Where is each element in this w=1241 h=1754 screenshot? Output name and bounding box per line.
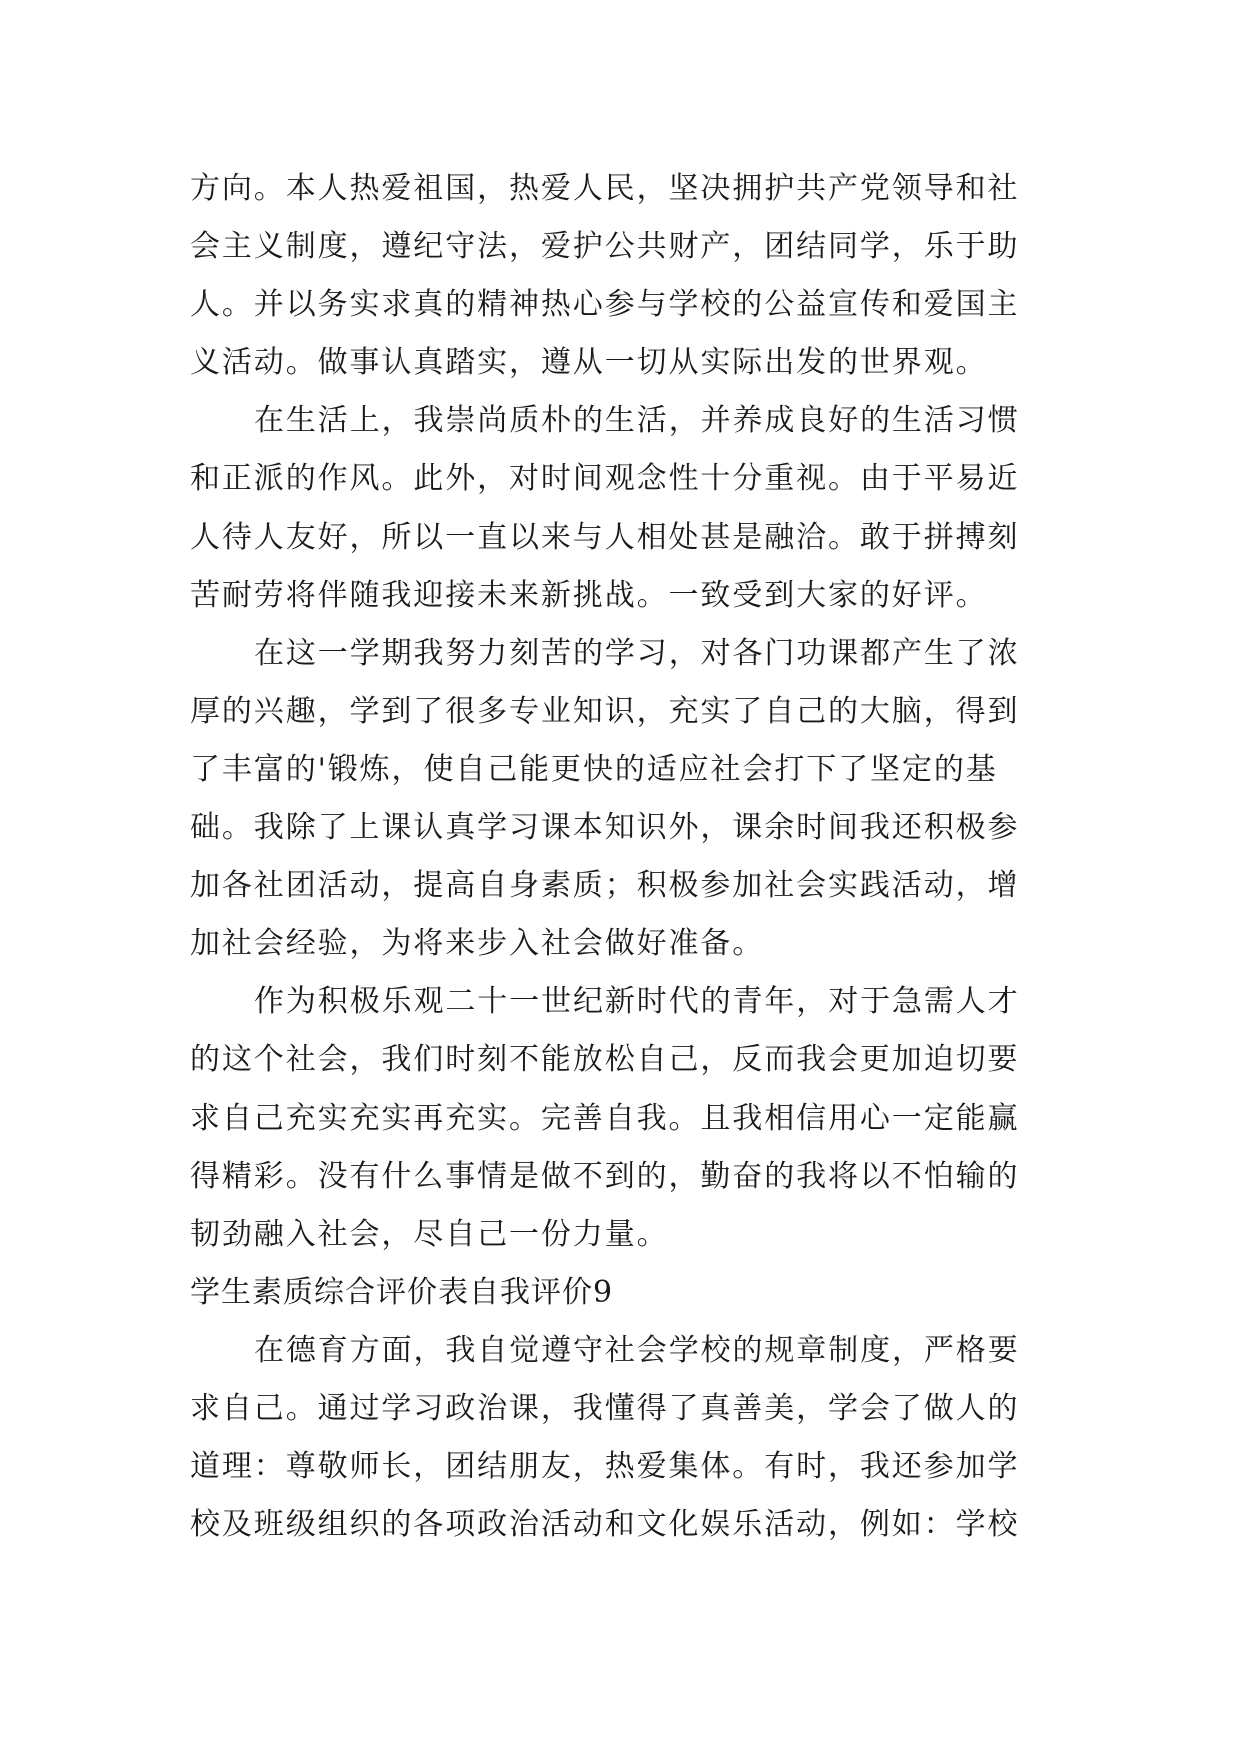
paragraph-line: 会主义制度，遵纪守法，爱护公共财产，团结同学，乐于助 <box>190 229 1020 265</box>
paragraph <box>190 392 1050 624</box>
document-body <box>190 160 1050 1554</box>
section-heading <box>190 1264 1050 1322</box>
paragraph-line: 义活动。做事认真踏实，遵从一切从实际出发的世界观。 <box>190 345 988 381</box>
paragraph-line: 人。并以务实求真的精神热心参与学校的公益宣传和爱国主 <box>190 287 1020 323</box>
paragraph-line: 厚的兴趣，学到了很多专业知识，充实了自己的大脑，得到 <box>190 693 1020 729</box>
paragraph-line: 校及班级组织的各项政治活动和文化娱乐活动，例如：学校 <box>190 1507 1020 1543</box>
paragraph-line: 在德育方面，我自觉遵守社会学校的规章制度，严格要 <box>254 1332 1020 1368</box>
paragraph-line: 人待人友好，所以一直以来与人相处甚是融洽。敢于拼搏刻 <box>190 519 1020 555</box>
paragraph-line: 在这一学期我努力刻苦的学习，对各门功课都产生了浓 <box>254 635 1020 671</box>
paragraph <box>190 1322 1050 1554</box>
paragraph-line: 方向。本人热爱祖国，热爱人民，坚决拥护共产党领导和社 <box>190 171 1020 206</box>
heading-text: 学生素质综合评价表自我评价9 <box>190 1274 614 1310</box>
paragraph-line: 得精彩。没有什么事情是做不到的，勤奋的我将以不怕输的 <box>190 1158 1020 1194</box>
paragraph-line: 求自己。通过学习政治课，我懂得了真善美，学会了做人的 <box>190 1390 1020 1426</box>
paragraph-line: 加社会经验，为将来步入社会做好准备。 <box>190 926 765 962</box>
paragraph-line: 韧劲融入社会，尽自己一份力量。 <box>190 1216 669 1252</box>
paragraph-line: 在生活上，我崇尚质朴的生活，并养成良好的生活习惯 <box>254 403 1020 439</box>
paragraph-line: 的这个社会，我们时刻不能放松自己，反而我会更加迫切要 <box>190 1042 1020 1078</box>
paragraph-line: 了丰富的'锻炼，使自己能更快的适应社会打下了坚定的基 <box>190 751 998 787</box>
paragraph-line: 作为积极乐观二十一世纪新时代的青年，对于急需人才 <box>254 984 1020 1020</box>
paragraph-line: 加各社团活动，提高自身素质；积极参加社会实践活动，增 <box>190 868 1020 904</box>
paragraph-line: 础。我除了上课认真学习课本知识外，课余时间我还积极参 <box>190 810 1020 846</box>
paragraph <box>190 973 1050 1263</box>
paragraph-line: 求自己充实充实再充实。完善自我。且我相信用心一定能赢 <box>190 1100 1020 1136</box>
paragraph-line: 道理：尊敬师长，团结朋友，热爱集体。有时，我还参加学 <box>190 1449 1020 1485</box>
paragraph-line: 和正派的作风。此外，对时间观念性十分重视。由于平易近 <box>190 461 1020 497</box>
paragraph <box>190 160 1050 392</box>
paragraph <box>190 625 1050 974</box>
paragraph-line: 苦耐劳将伴随我迎接未来新挑战。一致受到大家的好评。 <box>190 577 988 613</box>
